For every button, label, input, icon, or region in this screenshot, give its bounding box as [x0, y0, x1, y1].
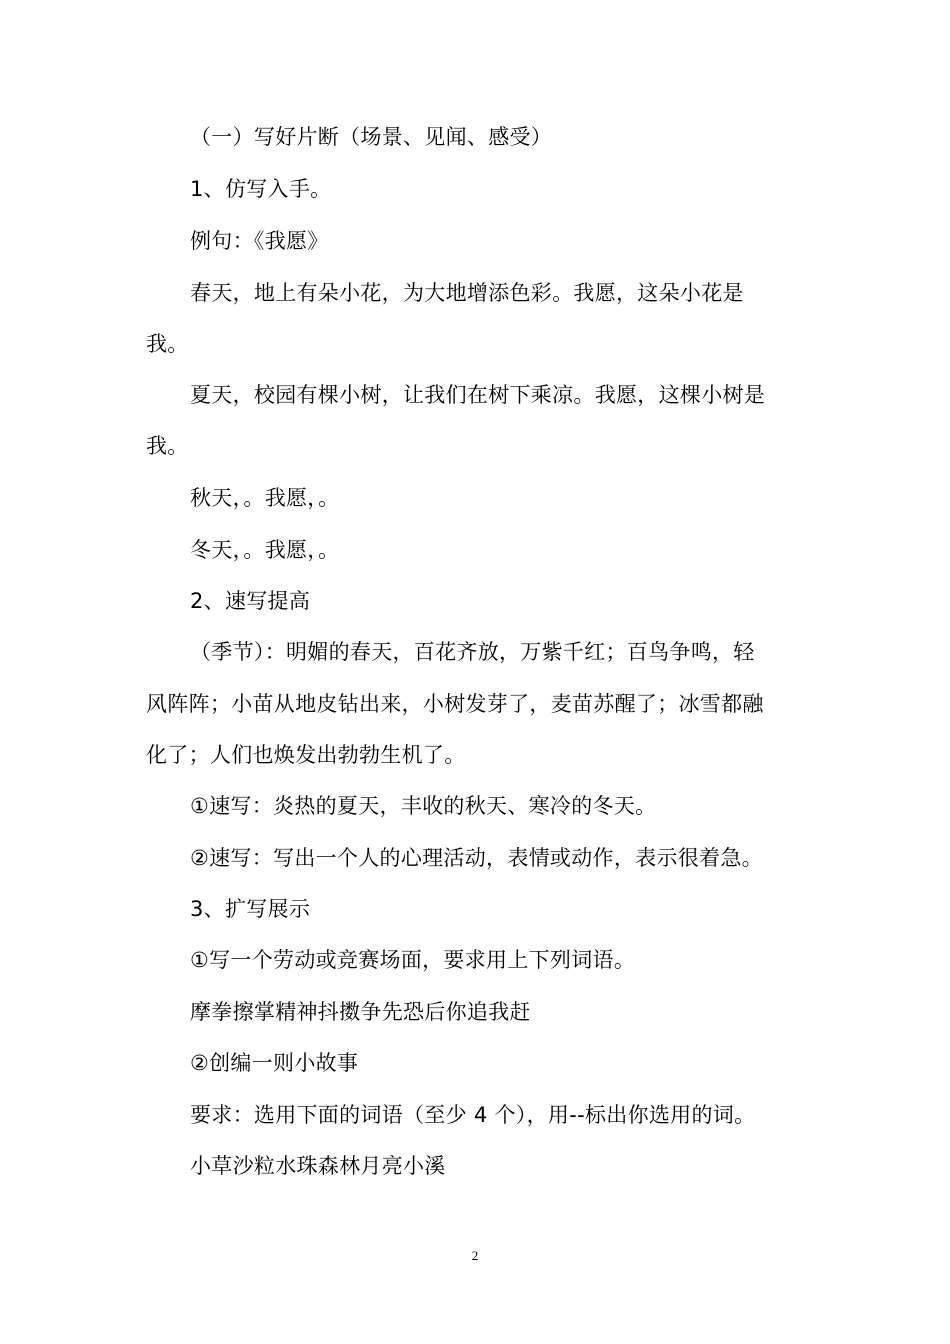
word-list-phrases: 摩拳擦掌精神抖擞争先恐后你追我赶: [190, 1000, 531, 1024]
exercise-quick-writing-1: ①速写：炎热的夏天，丰收的秋天、寒冷的冬天。: [190, 794, 657, 818]
paragraph-spring-continued: 我。: [146, 332, 189, 356]
subheading-quick-writing: 2、速写提高: [190, 589, 311, 613]
paragraph-spring: 春天，地上有朵小花，为大地增添色彩。我愿，这朵小花是: [190, 281, 744, 305]
subheading-imitation: 1、仿写入手。: [190, 177, 332, 201]
subheading-expansion: 3、扩写展示: [190, 897, 311, 921]
story-requirements: 要求：选用下面的词语（至少 4 个），用--标出你选用的词。: [190, 1103, 756, 1127]
section-heading: （一）写好片断（场景、见闻、感受）: [190, 125, 553, 149]
paragraph-season-line-1: （季节）：明媚的春天，百花齐放，万紫千红；百鸟争鸣，轻: [190, 640, 755, 664]
paragraph-season-line-3: 化了；人们也焕发出勃勃生机了。: [146, 743, 466, 767]
example-title: 例句：《我愿》: [190, 229, 329, 253]
exercise-scene-writing: ①写一个劳动或竞赛场面，要求用上下列词语。: [190, 948, 636, 972]
page-number: 2: [471, 1248, 479, 1263]
word-list-story: 小草沙粒水珠森林月亮小溪: [190, 1154, 446, 1178]
paragraph-autumn: 秋天，。我愿，。: [190, 486, 340, 510]
paragraph-season-line-2: 风阵阵；小苗从地皮钻出来，小树发芽了，麦苗苏醒了；冰雪都融: [146, 692, 764, 716]
exercise-story: ②创编一则小故事: [190, 1051, 359, 1075]
exercise-quick-writing-2: ②速写：写出一个人的心理活动，表情或动作，表示很着急。: [190, 846, 763, 870]
paragraph-summer: 夏天，校园有棵小树，让我们在树下乘凉。我愿，这棵小树是: [190, 383, 766, 407]
paragraph-summer-continued: 我。: [146, 434, 189, 458]
paragraph-winter: 冬天，。我愿，。: [190, 538, 340, 562]
